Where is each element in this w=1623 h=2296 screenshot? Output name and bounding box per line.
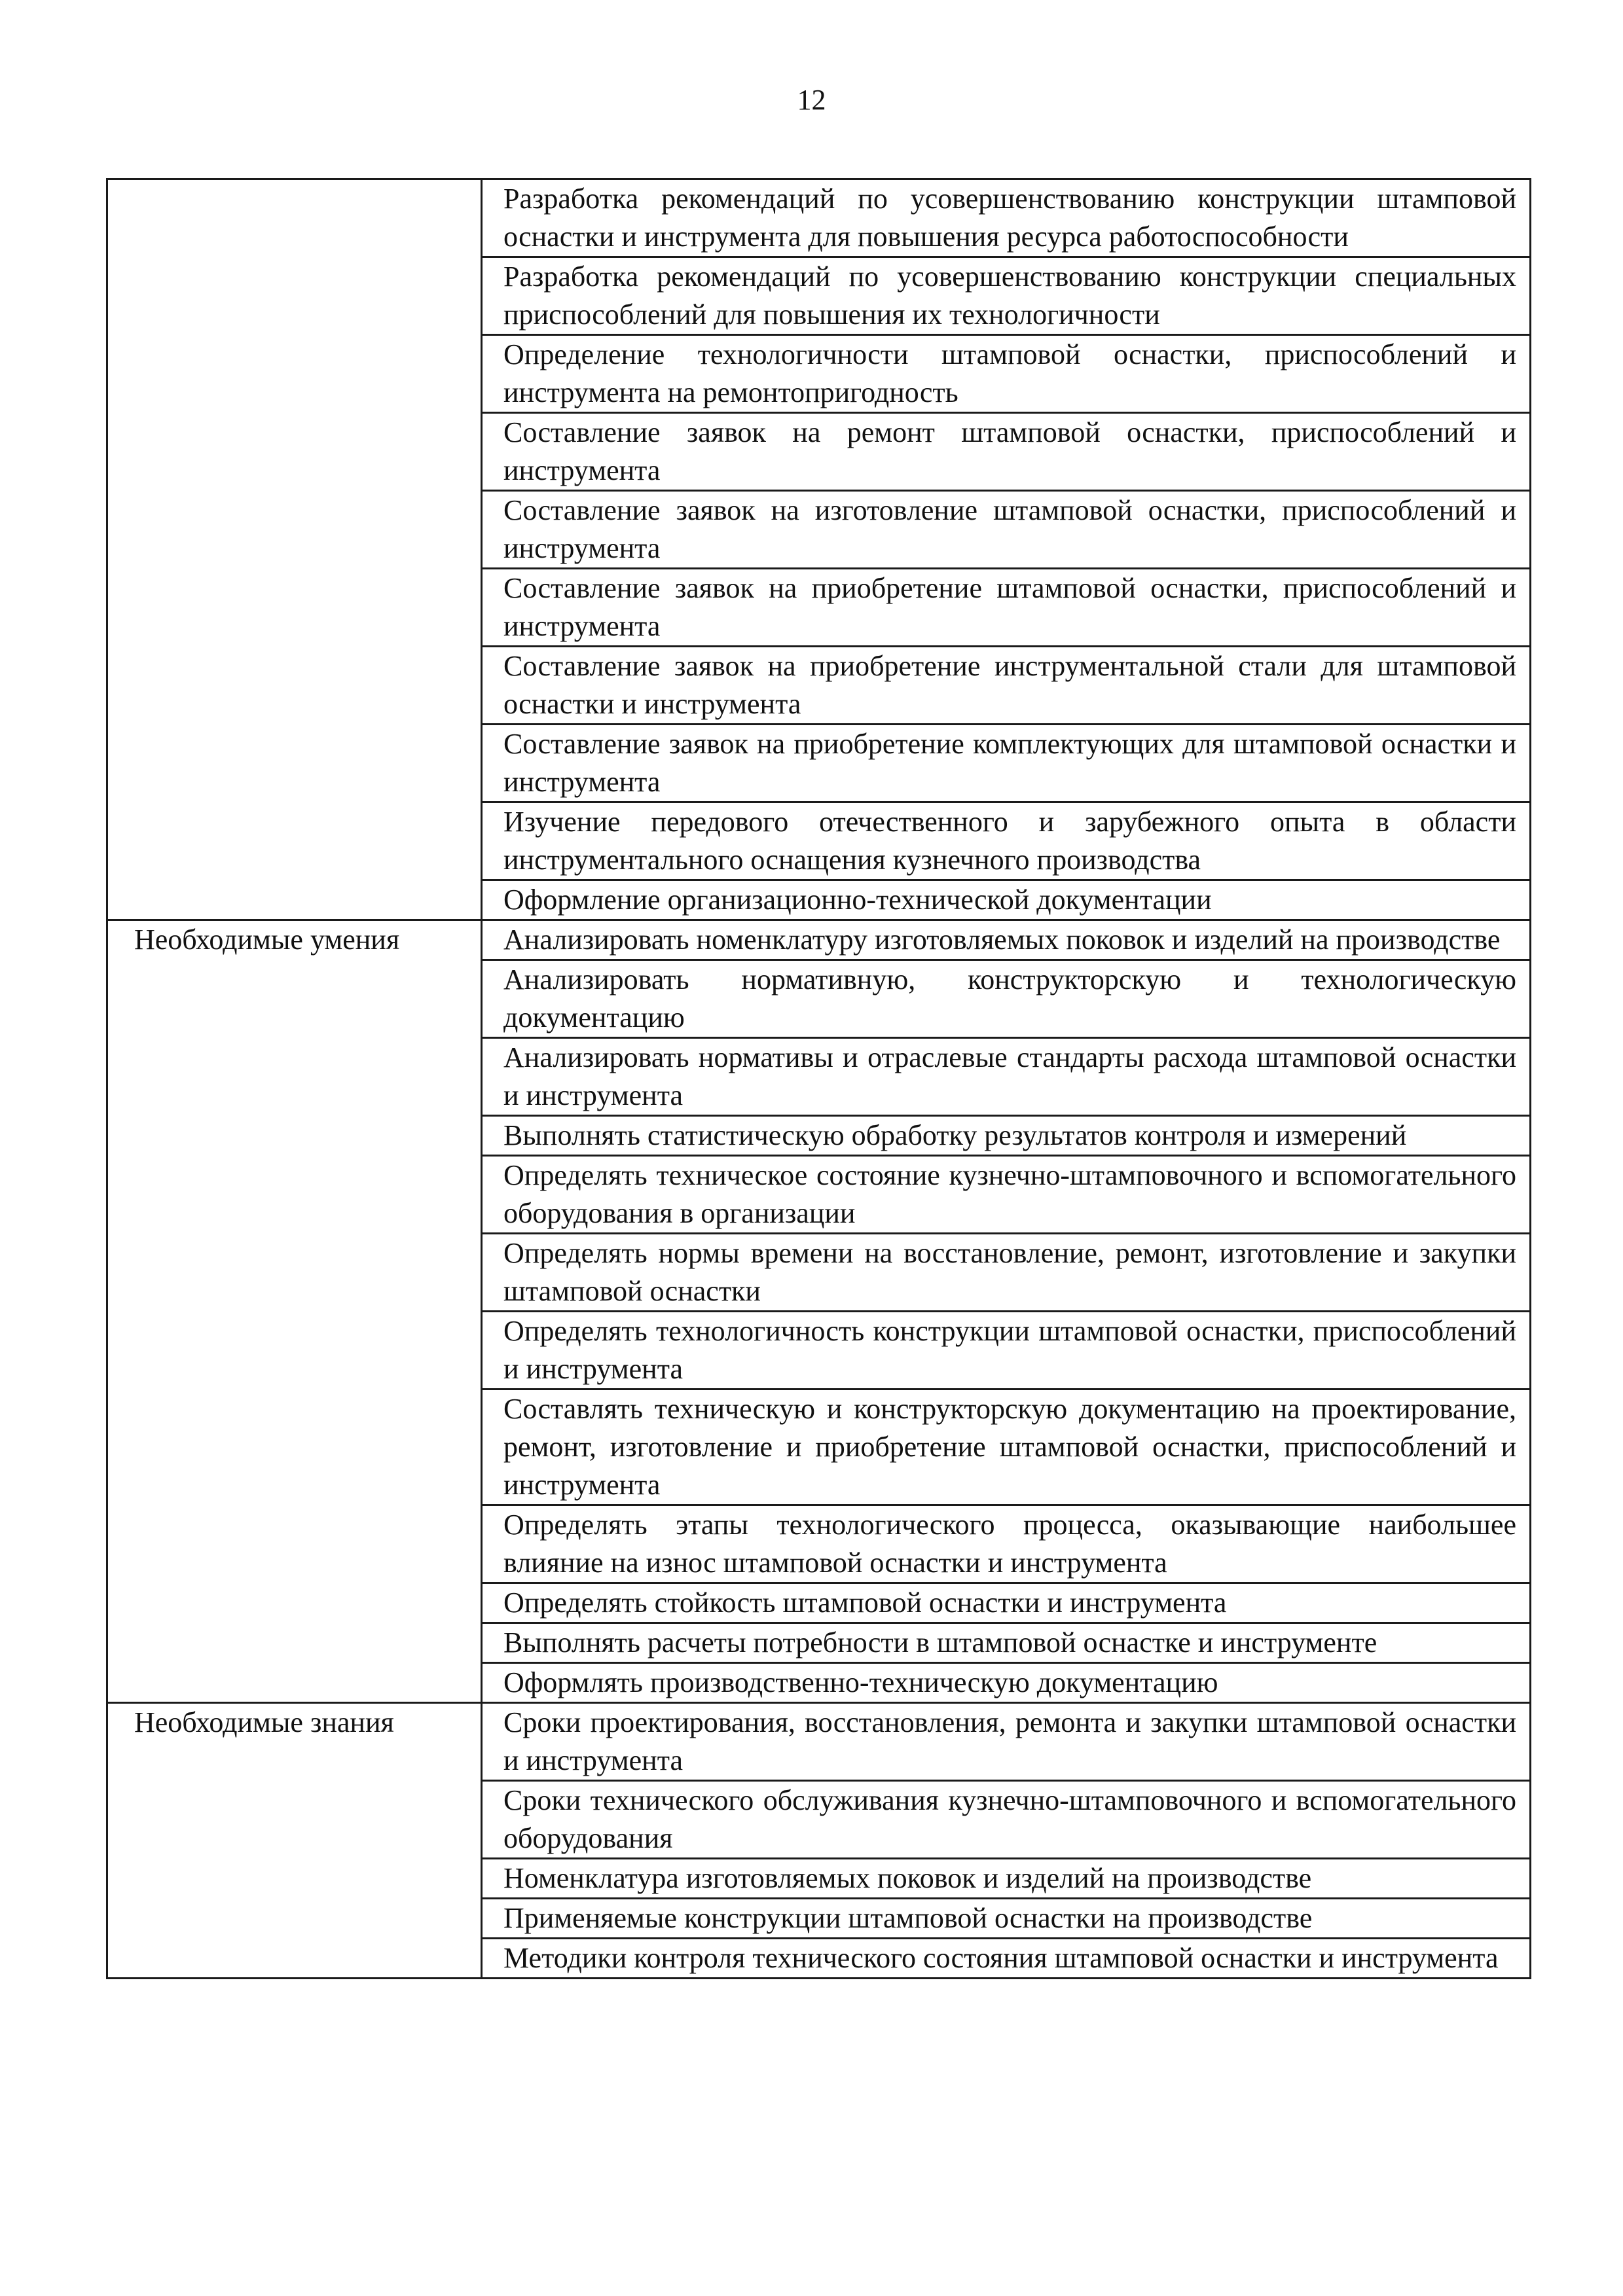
page-number: 12 [797,84,826,116]
competency-table [106,178,1531,1979]
section-item-cell: Определять технологичность конструкции штамповой оснастки, приспособлений и инструмента [482,1312,1531,1390]
section-item-cell: Составление заявок на приобретение комплектующих для штамповой оснастки и инструмента [482,725,1531,802]
section-item-cell: Составление заявок на приобретение штамповой оснастки, приспособлений и инструмента [482,569,1531,647]
section-item-cell: Сроки проектирования, восстановления, ремонта и закупки штамповой оснастки и инструмента [482,1703,1531,1781]
section-label-cell: Необходимые умения [107,920,482,1703]
section-item-cell: Определять техническое состояние кузнечно-штамповочного и вспомогательного оборудования в организации [482,1156,1531,1234]
section-item-cell: Составление заявок на изготовление штамповой оснастки, приспособлений и инструмента [482,491,1531,569]
section-item-cell: Определять стойкость штамповой оснастки и инструмента [482,1583,1531,1623]
section-item-cell: Изучение передового отечественного и зарубежного опыта в области инструментального оснащения кузнечного производства [482,802,1531,880]
table-row [107,920,1531,960]
section-item-cell: Сроки технического обслуживания кузнечно-штамповочного и вспомогательного оборудования [482,1781,1531,1859]
section-item-cell: Выполнять расчеты потребности в штамповой оснастке и инструменте [482,1623,1531,1663]
section-label-cell: Необходимые знания [107,1703,482,1979]
section-item-cell: Разработка рекомендаций по усовершенствованию конструкции штамповой оснастки и инструмента для повышения ресурса работоспособности [482,179,1531,257]
section-item-cell: Разработка рекомендаций по усовершенствованию конструкции специальных приспособлений для повышения их технологичности [482,257,1531,335]
section-item-cell: Составлять техническую и конструкторскую документацию на проектирование, ремонт, изготовление и приобретение штамповой оснастки, приспособлений и инструмента [482,1390,1531,1505]
section-item-cell: Определение технологичности штамповой оснастки, приспособлений и инструмента на ремонтопригодность [482,335,1531,413]
section-item-cell: Оформлять производственно-техническую документацию [482,1663,1531,1703]
section-item-cell: Составление заявок на приобретение инструментальной стали для штамповой оснастки и инструмента [482,647,1531,725]
section-item-cell: Методики контроля технического состояния штамповой оснастки и инструмента [482,1939,1531,1979]
table-row [107,1703,1531,1781]
table-row [107,179,1531,257]
section-label-cell [107,179,482,920]
competency-table-body [107,179,1531,1979]
section-item-cell: Оформление организационно-технической документации [482,880,1531,920]
section-item-cell: Анализировать номенклатуру изготовляемых поковок и изделий на производстве [482,920,1531,960]
section-item-cell: Составление заявок на ремонт штамповой оснастки, приспособлений и инструмента [482,413,1531,491]
section-item-cell: Номенклатура изготовляемых поковок и изделий на производстве [482,1859,1531,1899]
section-item-cell: Определять нормы времени на восстановление, ремонт, изготовление и закупки штамповой оснастки [482,1234,1531,1312]
section-item-cell: Определять этапы технологического процесса, оказывающие наибольшее влияние на износ штамповой оснастки и инструмента [482,1505,1531,1583]
section-item-cell: Анализировать нормативы и отраслевые стандарты расхода штамповой оснастки и инструмента [482,1038,1531,1116]
section-item-cell: Анализировать нормативную, конструкторскую и технологическую документацию [482,960,1531,1038]
section-item-cell: Применяемые конструкции штамповой оснастки на производстве [482,1899,1531,1939]
section-item-cell: Выполнять статистическую обработку результатов контроля и измерений [482,1116,1531,1156]
